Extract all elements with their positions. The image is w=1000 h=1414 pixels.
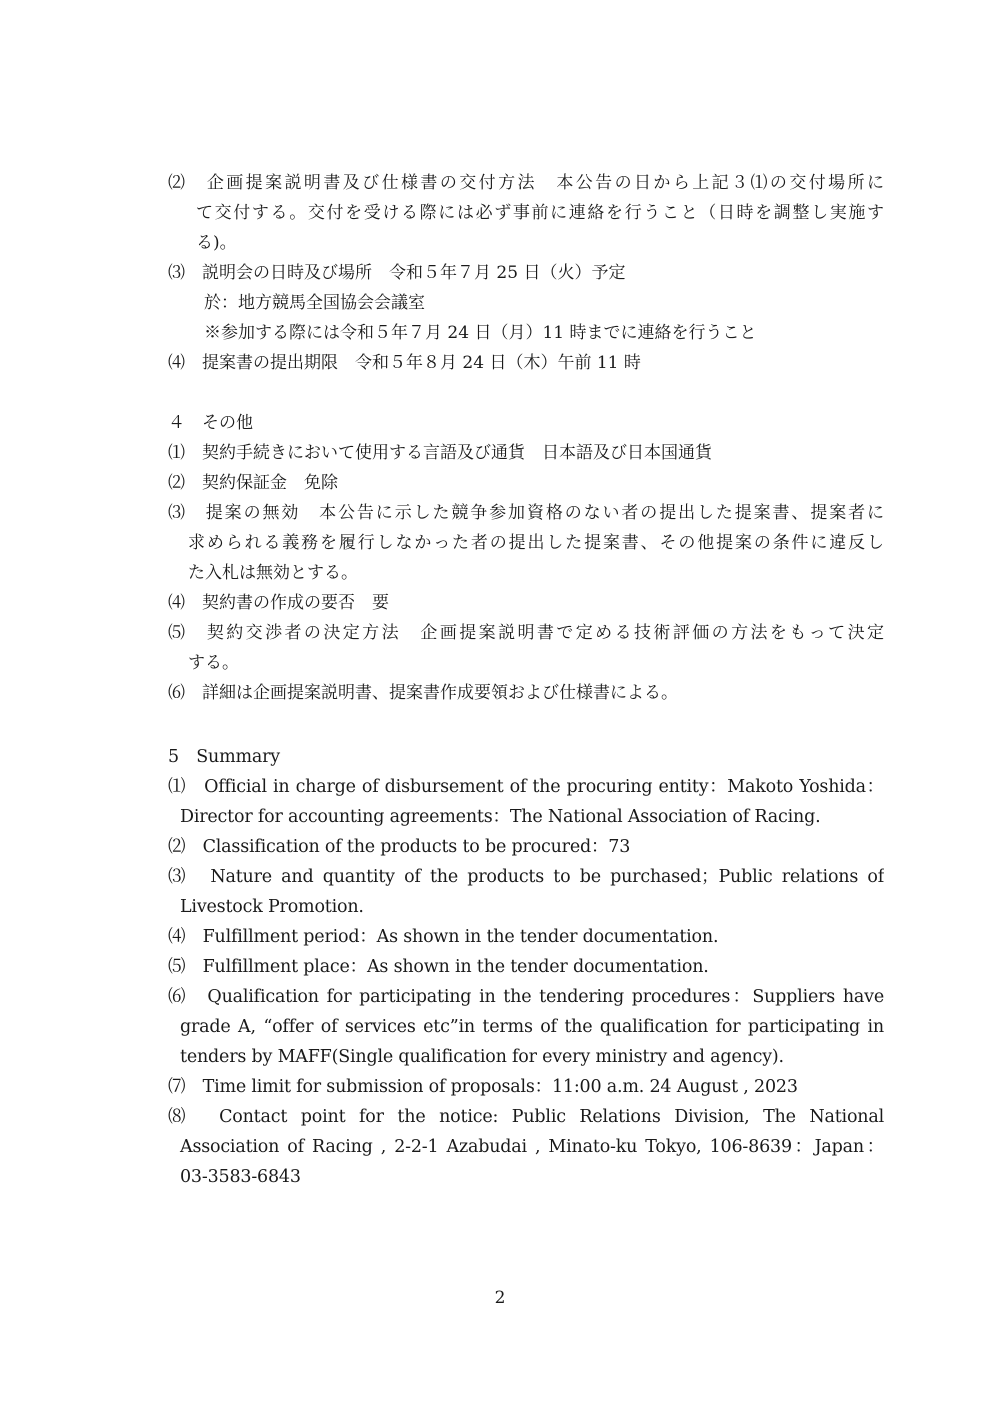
item-4-2: ⑵ 契約保証金 免除 xyxy=(168,473,338,493)
item-5-6-line-3: tenders by MAFF(Single qualification for every ministry and agency). xyxy=(180,1047,784,1067)
page-number: 2 xyxy=(494,1288,506,1308)
section-4 xyxy=(168,408,884,708)
item-5-6-line-2: grade A, “offer of services etc”in terms of the qualification for participating in xyxy=(180,1017,884,1037)
item-3-2-line-3: る)。 xyxy=(196,233,237,253)
item-4-3-line-3: た入札は無効とする。 xyxy=(188,563,358,583)
section-5 xyxy=(168,742,884,1192)
item-3-4: ⑷ 提案書の提出期限 令和５年８月 24 日（木）午前 11 時 xyxy=(168,353,641,373)
item-4-1: ⑴ 契約手続きにおいて使用する言語及び通貨 日本語及び日本国通貨 xyxy=(168,443,712,463)
item-5-1-line-1: ⑴ Official in charge of disbursement of the procuring entity：Makoto Yoshida： xyxy=(168,777,884,797)
item-4-6: ⑹ 詳細は企画提案説明書、提案書作成要領および仕様書による。 xyxy=(168,683,678,703)
item-4-3-line-1: ⑶ 提案の無効 本公告に示した競争参加資格のない者の提出した提案書、提案者に xyxy=(168,503,884,523)
item-5-3-line-2: Livestock Promotion. xyxy=(180,897,364,917)
section-3-continuation xyxy=(168,168,884,378)
item-3-3-line-1: ⑶ 説明会の日時及び場所 令和５年７月 25 日（火）予定 xyxy=(168,263,626,283)
item-3-2-line-2: て交付する。交付を受ける際には必ず事前に連絡を行うこと（日時を調整し実施す xyxy=(196,203,884,223)
item-5-7: ⑺ Time limit for submission of proposals：11:00 a.m. 24 August , 2023 xyxy=(168,1077,798,1097)
item-5-8-line-1: ⑻ Contact point for the notice: Public Relations Division, The National xyxy=(168,1107,884,1127)
item-5-1-line-2: Director for accounting agreements：The National Association of Racing. xyxy=(180,807,821,827)
item-5-6-line-1: ⑹ Qualification for participating in the tendering procedures：Suppliers have xyxy=(168,987,884,1007)
item-5-2: ⑵ Classification of the products to be procured：73 xyxy=(168,837,631,857)
section-5-heading: 5 Summary xyxy=(168,747,280,767)
item-5-5: ⑸ Fulfillment place：As shown in the tender documentation. xyxy=(168,957,709,977)
item-3-3-line-3: ※参加する際には令和５年７月 24 日（月）11 時までに連絡を行うこと xyxy=(204,323,757,343)
item-4-5-line-1: ⑸ 契約交渉者の決定方法 企画提案説明書で定める技術評価の方法をもって決定 xyxy=(168,623,884,643)
item-3-3-line-2: 於：地方競馬全国協会会議室 xyxy=(204,293,425,313)
item-4-5-line-2: する。 xyxy=(188,653,239,673)
item-5-4: ⑷ Fulfillment period：As shown in the tender documentation. xyxy=(168,927,719,947)
item-3-2-line-1: ⑵ 企画提案説明書及び仕様書の交付方法 本公告の日から上記３⑴の交付場所に xyxy=(168,173,884,193)
item-4-3-line-2: 求められる義務を履行しなかった者の提出した提案書、その他提案の条件に違反し xyxy=(188,533,884,553)
item-5-8-line-2: Association of Racing , 2-2-1 Azabudai , Minato-ku Tokyo, 106-8639：Japan： xyxy=(180,1137,884,1157)
item-4-4: ⑷ 契約書の作成の要否 要 xyxy=(168,593,389,613)
item-5-3-line-1: ⑶ Nature and quantity of the products to be purchased；Public relations of xyxy=(168,867,884,887)
item-5-8-line-3: 03-3583-6843 xyxy=(180,1167,301,1187)
section-4-heading: ４ その他 xyxy=(168,413,253,433)
